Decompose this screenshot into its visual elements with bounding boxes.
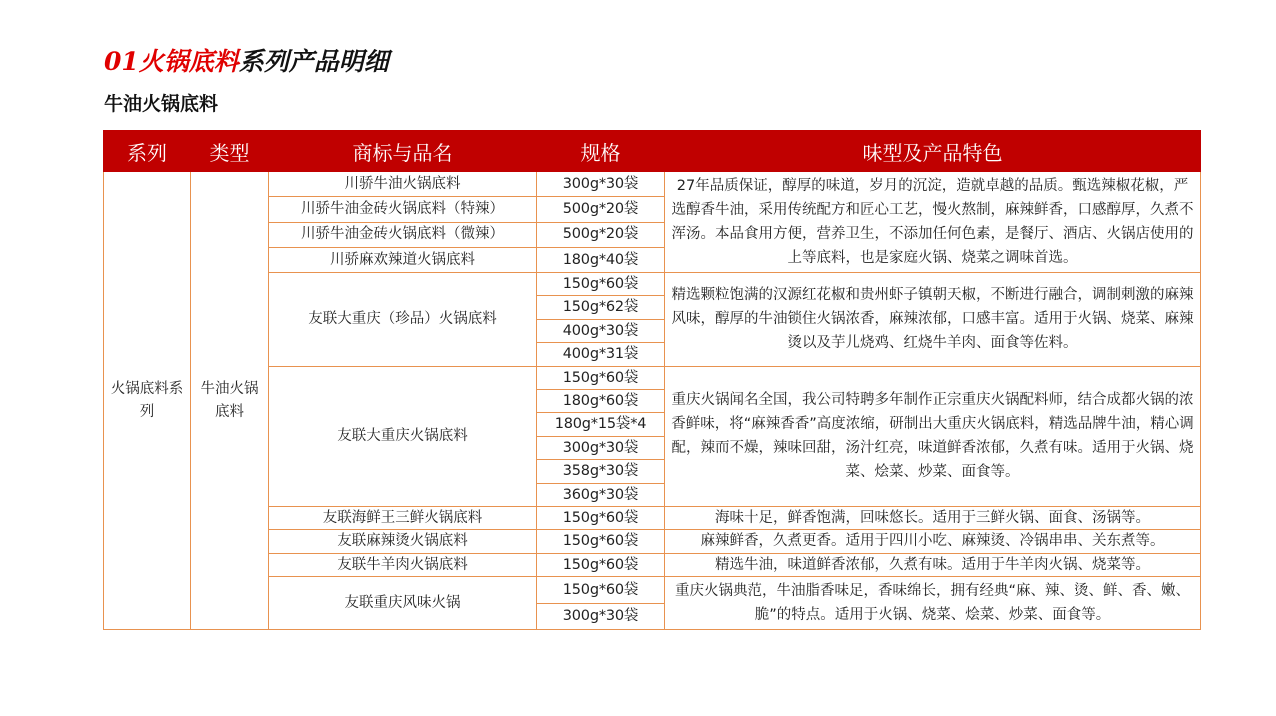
product-spec: 500g*20袋 [537,222,665,247]
product-spec: 300g*30袋 [537,172,665,197]
product-spec: 150g*60袋 [537,366,665,389]
table-row [104,553,1201,576]
header-spec: 规格 [537,131,665,172]
product-name: 友联大重庆（珍品）火锅底料 [269,273,537,367]
product-name: 川骄牛油火锅底料 [269,172,537,197]
product-desc: 27年品质保证，醇厚的味道，岁月的沉淀，造就卓越的品质。甄选辣椒花椒，严选醇香牛油，采用传统配方和匠心工艺，慢火熬制，麻辣鲜香，口感醇厚，久煮不浑汤。本品食用方便，营养卫生，不添加任何色素，是餐厅、酒店、火锅店使用的上等底料，也是家庭火锅、烧菜之调味首选。 [665,172,1201,273]
product-name: 友联海鲜王三鲜火锅底料 [269,507,537,530]
header-row [104,131,1201,172]
table-row [104,172,1201,197]
table-row [104,507,1201,530]
header-features: 味型及产品特色 [665,131,1201,172]
product-spec: 400g*31袋 [537,343,665,366]
product-desc: 重庆火锅典范，牛油脂香味足，香味绵长，拥有经典“麻、辣、烫、鲜、香、嫩、脆”的特点。适用于火锅、烧菜、烩菜、炒菜、面食等。 [665,577,1201,630]
product-spec: 360g*30袋 [537,483,665,506]
product-spec: 150g*62袋 [537,296,665,319]
header-brand-name: 商标与品名 [269,131,537,172]
type-cell: 牛油火锅底料 [191,172,269,630]
product-desc: 海味十足，鲜香饱满，回味悠长。适用于三鲜火锅、面食、汤锅等。 [665,507,1201,530]
header-series: 系列 [104,131,191,172]
product-name: 川骄麻欢辣道火锅底料 [269,247,537,272]
product-spec: 180g*15袋*4 [537,413,665,436]
product-spec: 180g*40袋 [537,247,665,272]
product-spec: 150g*60袋 [537,273,665,296]
product-spec: 150g*60袋 [537,577,665,604]
product-desc: 精选颗粒饱满的汉源红花椒和贵州虾子镇朝天椒，不断进行融合，调制刺激的麻辣风味，醇厚的牛油锁住火锅浓香，麻辣浓郁，口感丰富。适用于火锅、烧菜、麻辣烫以及芋儿烧鸡、红烧牛羊肉、面食等佐料。 [665,273,1201,367]
product-name: 友联大重庆火锅底料 [269,366,537,506]
product-spec: 300g*30袋 [537,436,665,459]
product-desc: 重庆火锅闻名全国，我公司特聘多年制作正宗重庆火锅配料师，结合成都火锅的浓香鲜味，将“麻辣香香”高度浓缩，研制出大重庆火锅底料，精选品牌牛油，精心调配，辣而不燥，辣味回甜，汤汁红亮，味道鲜香浓郁，久煮有味。适用于火锅、烧菜、烩菜、炒菜、面食等。 [665,366,1201,506]
product-spec: 150g*60袋 [537,553,665,576]
table-row [104,577,1201,604]
product-spec: 358g*30袋 [537,460,665,483]
page-title [104,44,389,80]
product-spec: 150g*60袋 [537,530,665,553]
product-name: 川骄牛油金砖火锅底料（微辣） [269,222,537,247]
product-spec: 180g*60袋 [537,390,665,413]
product-spec: 400g*30袋 [537,319,665,342]
product-spec: 150g*60袋 [537,507,665,530]
product-desc: 精选牛油，味道鲜香浓郁，久煮有味。适用于牛羊肉火锅、烧菜等。 [665,553,1201,576]
table-row [104,366,1201,389]
page-title-rest: 系列产品明细 [238,47,389,76]
product-name: 友联牛羊肉火锅底料 [269,553,537,576]
product-name: 友联麻辣烫火锅底料 [269,530,537,553]
product-spec: 300g*30袋 [537,603,665,630]
header-type: 类型 [191,131,269,172]
product-name: 川骄牛油金砖火锅底料（特辣） [269,197,537,222]
table-row [104,273,1201,296]
product-name: 友联重庆风味火锅 [269,577,537,630]
table-row [104,530,1201,553]
product-spec: 500g*20袋 [537,197,665,222]
product-desc: 麻辣鲜香，久煮更香。适用于四川小吃、麻辣烫、冷锅串串、关东煮等。 [665,530,1201,553]
series-cell: 火锅底料系列 [104,172,191,630]
page-title-highlight: 01火锅底料 [104,47,239,76]
product-table [103,130,1201,630]
section-subtitle: 牛油火锅底料 [104,93,219,115]
